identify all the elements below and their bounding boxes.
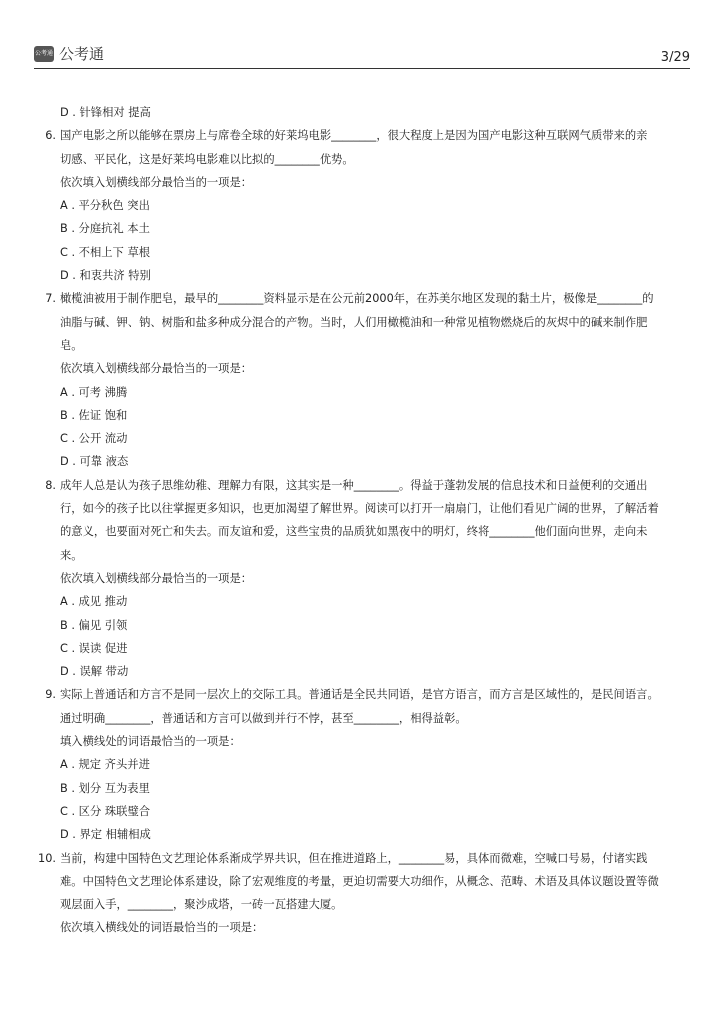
question-line: 通过明确________，普通话和方言可以做到并行不悖，甚至________，相得益彰。 [60,711,467,725]
question-content [40,101,684,940]
question-number: 6. [45,129,56,143]
question-line: 当前，构建中国特色文艺理论体系渐成学界共识，但在推进道路上，________易，具体而微难，空喊口号易，付诸实践 [60,851,648,865]
question-line: 实际上普通话和方言不是同一层次上的交际工具。普通话是全民共同语，是官方语言，而方言是区域性的，是民间语言。 [60,688,659,702]
answer-option: A . 成见 推动 [60,595,128,609]
question-stem [40,474,684,567]
question-line: 行，如今的孩子比以往掌握更多知识，也更加渴望了解世界。阅读可以打开一扇扇门，让他们看见广阔的世界，了解活着 [60,502,659,516]
question-line: 的意义，也要面对死亡和失去。而友谊和爱，这些宝贵的品质犹如黑夜中的明灯，终将________他们面向世界，走向未 [60,525,648,539]
question-block [40,124,684,287]
answer-option: A . 可考 沸腾 [60,385,128,399]
answer-option: D . 误解 带动 [60,665,129,679]
answer-option: B . 划分 互为表里 [60,781,150,795]
question-line: 来。 [60,548,83,562]
answer-option: D . 和衷共济 特别 [60,269,151,283]
question-stem [40,287,684,357]
answer-option: B . 偏见 引领 [60,618,128,632]
question-block [40,683,684,846]
question-number: 8. [45,478,56,492]
answer-option: C . 公开 流动 [60,432,128,446]
answer-option: D . 界定 相辅相成 [60,828,151,842]
question-stem [40,683,684,730]
question-prompt: 依次填入划横线部分最恰当的一项是： [60,362,253,376]
logo-text: 公考通 [59,45,105,63]
logo-badge-icon: 公考通 [34,46,54,62]
question-line: 油脂与碱、钾、钠、树脂和盐多种成分混合的产物。当时，人们用橄榄油和一种常见植物燃烧后的灰烬中的碱来制作肥 [60,315,648,329]
question-number: 10. [38,851,56,865]
question-block [40,287,684,473]
answer-option: C . 误读 促进 [60,641,128,655]
question-line: 难。中国特色文艺理论体系建设，除了宏观维度的考量，更迫切需要大功细作，从概念、范畴、术语及具体议题设置等微 [60,874,659,888]
question-line: 成年人总是认为孩子思维幼稚、理解力有限，这其实是一种________。得益于蓬勃发展的信息技术和日益便利的交通出 [60,478,648,492]
answer-option: D . 可靠 液态 [60,455,129,469]
question-prompt: 填入横线处的词语最恰当的一项是： [60,735,241,749]
answer-option: C . 区分 珠联璧合 [60,804,151,818]
question-line: 切感、平民化，这是好莱坞电影难以比拟的________优势。 [60,152,354,166]
answer-option: A . 平分秋色 突出 [60,199,150,213]
question-stem [40,847,684,917]
answer-option: B . 佐证 饱和 [60,408,128,422]
question-line: 观层面入手，________，聚沙成塔，一砖一瓦搭建大厦。 [60,898,343,912]
carry-option: D . 针锋相对 提高 [60,106,151,119]
page-number: 3/29 [660,50,690,65]
question-line: 国产电影之所以能够在票房上与席卷全球的好莱坞电影________，很大程度上是因为国产电影这种互联网气质带来的亲 [60,129,648,143]
question-block [40,847,684,940]
question-prompt: 依次填入横线处的词语最恰当的一项是： [60,921,264,935]
answer-option: A . 规定 齐头并进 [60,758,150,772]
question-prompt: 依次填入划横线部分最恰当的一项是： [60,571,253,585]
question-stem [40,124,684,171]
question-number: 9. [45,688,56,702]
logo [34,43,104,64]
question-number: 7. [45,292,56,306]
page-header [34,40,690,69]
question-line: 皂。 [60,338,83,352]
question-line: 橄榄油被用于制作肥皂，最早的________资料显示是在公元前2000年，在苏美尔地区发现的黏土片，极像是________的 [60,292,654,306]
question-list [40,124,684,939]
answer-option: C . 不相上下 草根 [60,245,151,259]
question-prompt: 依次填入划横线部分最恰当的一项是： [60,175,253,189]
question-block [40,474,684,684]
answer-option: B . 分庭抗礼 本土 [60,222,150,236]
